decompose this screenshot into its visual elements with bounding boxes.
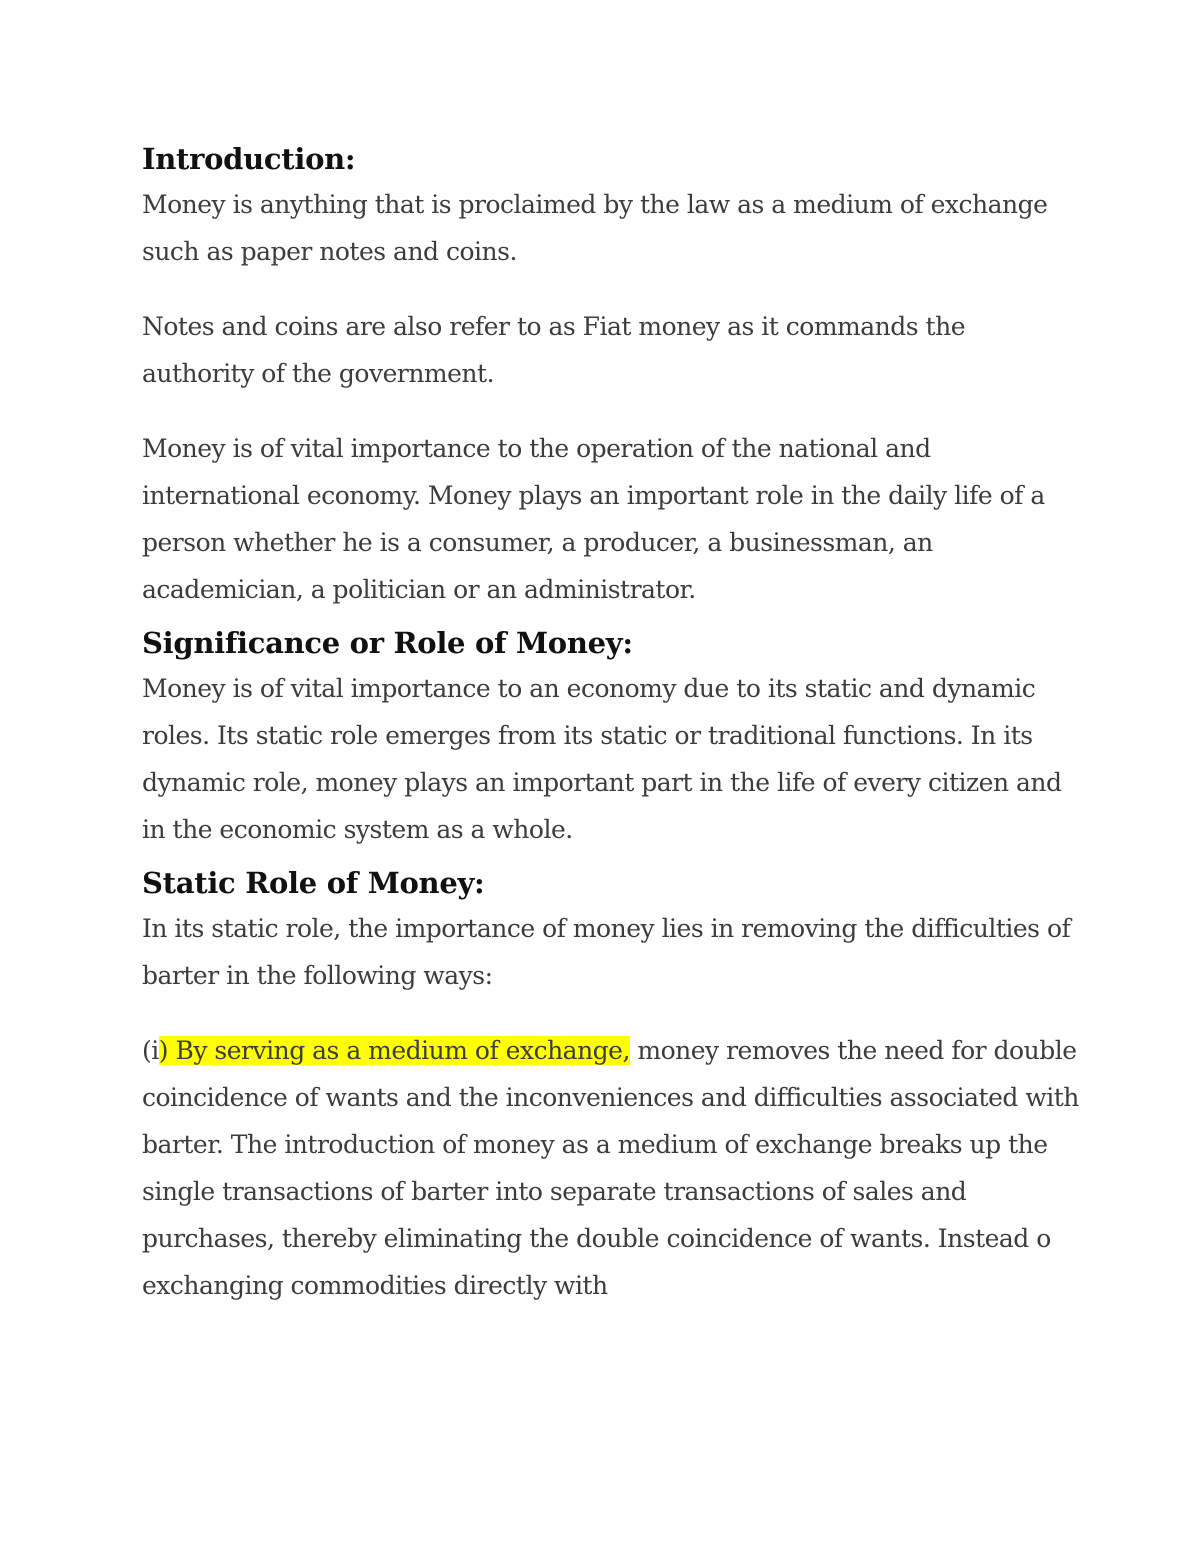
static-role-paragraph: In its static role, the importance of money lies in removing the difficulties of barter in the following ways: [142,914,1071,990]
intro-paragraph-1: Money is anything that is proclaimed by the law as a medium of exchange such as paper notes and coins. [142,190,1048,266]
static-role-heading: Static Role of Money: [142,866,485,900]
list-item-marker: (i [142,1036,159,1065]
document-body [142,139,1082,1309]
list-item-text: money removes the need for double coincidence of wants and the inconveniences and difficulties associated with barter. The introduction of money as a medium of exchange breaks up the single transactions of barter into separate transactions of sales and purchases, thereby eliminating the double coincidence of wants. Instead o exchanging commodities directly with [142,1036,1079,1300]
significance-heading: Significance or Role of Money: [142,626,633,660]
list-item-medium-of-exchange [142,1027,1082,1309]
significance-paragraph: Money is of vital importance to an economy due to its static and dynamic roles. Its static role emerges from its static or traditional functions. In its dynamic role, money plays an important part in the life of every citizen and in the economic system as a whole. [142,674,1062,844]
intro-paragraph-2: Notes and coins are also refer to as Fiat money as it commands the authority of the government. [142,312,965,388]
intro-heading: Introduction: [142,142,356,176]
highlighted-text: ) By serving as a medium of exchange, [158,1036,630,1065]
intro-paragraph-3: Money is of vital importance to the operation of the national and international economy. Money plays an important role in the daily life of a person whether he is a consumer, a producer, a businessman, an academician, a politician or an administrator. [142,434,1045,604]
